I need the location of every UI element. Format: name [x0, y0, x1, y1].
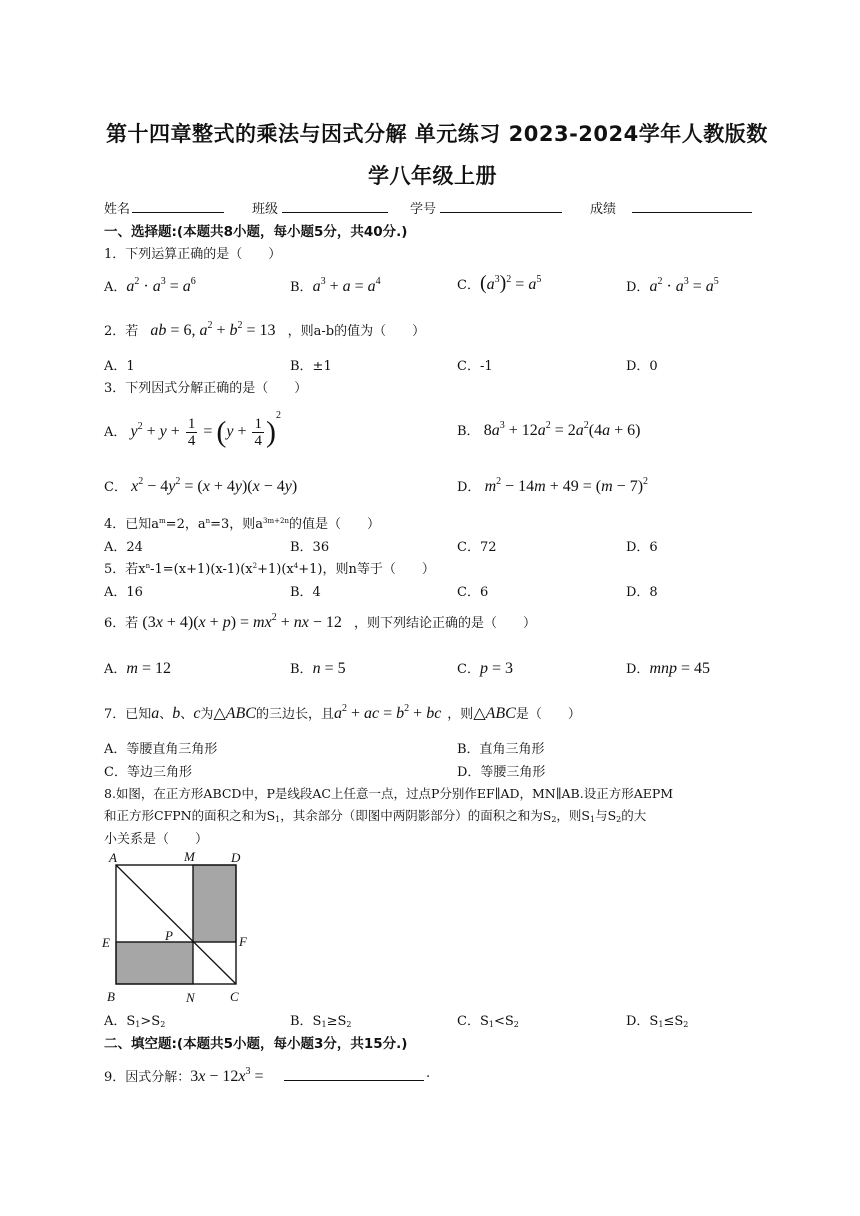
label-b: B [107, 989, 115, 1004]
label-n: N [186, 990, 195, 1005]
q7-option-b[interactable]: B．直角三角形 [457, 742, 545, 757]
q2-option-a[interactable]: A．1 [104, 359, 135, 374]
square-figure [100, 848, 260, 1008]
label-f: F [239, 934, 247, 949]
q1-option-b[interactable]: B．$a^3 + a = a^4$ [290, 276, 381, 295]
q1-option-d[interactable]: D．$a^2 \cdot a^3 = a^5$ [626, 276, 719, 295]
q5-option-b[interactable]: B．4 [290, 585, 321, 600]
q6-option-a[interactable]: A．m = 12 [104, 660, 171, 677]
name-blank[interactable] [132, 212, 224, 213]
q2-option-c[interactable]: C．-1 [457, 359, 493, 374]
label-p: P [165, 928, 173, 943]
page-title: 第十四章整式的乘法与因式分解 单元练习 2023-2024学年人教版数 [106, 122, 768, 146]
id-blank[interactable] [440, 212, 562, 213]
q8-stem-line2: 和正方形CFPN的面积之和为$S_1$，其余部分（即图中两阴影部分）的面积之和为$S_2$，则$S_1$与$S_2$的大 [104, 808, 647, 824]
q1-stem: 1．下列运算正确的是（ ） [104, 247, 282, 262]
q3-option-b[interactable]: B． $8a^3 + 12a^2 = 2a^2(4a + 6)$ [457, 420, 641, 439]
q4-option-a[interactable]: A．24 [104, 540, 143, 555]
label-c: C [230, 989, 239, 1004]
q3-option-d[interactable]: D． $m^2 - 14m + 49 = (m - 7)^2$ [457, 476, 649, 495]
q6-option-d[interactable]: D．mnp = 45 [626, 660, 711, 677]
label-e: E [102, 935, 110, 950]
q9-answer-blank[interactable] [284, 1080, 424, 1081]
q4-option-c[interactable]: C．72 [457, 540, 497, 555]
q4-option-b[interactable]: B．36 [290, 540, 330, 555]
q5-stem: 5．若$x^n-1=(x+1)(x-1)(x^2+1)(x^4+1)$，则n等于（ ） [104, 562, 435, 577]
q8-option-c[interactable]: C．$S_1<S_2$ [457, 1014, 519, 1029]
q2-stem: 2．若 ab = 6, $a^2 + b^2 = 13$ ，则a-b的值为（ ） [104, 320, 426, 339]
q5-option-c[interactable]: C．6 [457, 585, 489, 600]
page-title-line2: 学八年级上册 [368, 164, 497, 188]
q1-option-a[interactable]: A．$a^2 \cdot a^3 = a^6$ [104, 276, 196, 295]
q4-option-d[interactable]: D．6 [626, 540, 658, 555]
score-label: 成绩 [590, 202, 617, 217]
q6-stem: 6．若 $(3x + 4)(x + p) = mx^2$ + nx − 12 ，则下列结论正确的是（ ） [104, 612, 537, 631]
q8-stem-line1: 8.如图，在正方形ABCD中，P是线段AC上任意一点，过点P分别作EF∥AD，MN∥AB.设正方形AEPM [104, 786, 674, 801]
q5-option-a[interactable]: A．16 [104, 585, 143, 600]
name-label: 姓名 [104, 202, 131, 217]
q8-option-d[interactable]: D．$S_1\le S_2$ [626, 1014, 689, 1029]
id-label: 学号 [410, 202, 437, 217]
q7-option-a[interactable]: A．等腰直角三角形 [104, 742, 218, 757]
q9-end: . [426, 1066, 431, 1081]
shaded-region-ebn [116, 942, 193, 984]
q3-option-a[interactable]: A． $y^2 + y$ + $\frac{1}{4}$ = (y + $\frac{1}{4}$ )$^2$ [104, 410, 281, 449]
label-m: M [184, 849, 195, 864]
q3-option-c[interactable]: C． $x^2 - 4y^2 = (x + 4y)(x - 4y)$ [104, 476, 298, 495]
score-blank[interactable] [632, 212, 752, 213]
shaded-region-md [193, 865, 236, 942]
q5-option-d[interactable]: D．8 [626, 585, 658, 600]
q9-stem: 9．因式分解：$3x - 12x^3$ = [104, 1066, 264, 1085]
q8-stem-line3: 小关系是（ ） [104, 832, 209, 847]
q7-option-d[interactable]: D．等腰三角形 [457, 765, 546, 780]
q2-option-d[interactable]: D．0 [626, 359, 658, 374]
q6-option-c[interactable]: C．p = 3 [457, 660, 513, 677]
q1-option-c[interactable]: C．$(a^3)^2 = a^5$ [457, 272, 542, 294]
q4-stem: 4．已知$a^m=2$，$a^n=3$，则$a^{3m+2n}$的值是（ ） [104, 517, 380, 532]
q3-stem: 3．下列因式分解正确的是（ ） [104, 381, 308, 396]
q6-option-b[interactable]: B．n = 5 [290, 660, 346, 677]
q8-option-a[interactable]: A．$S_1>S_2$ [104, 1014, 166, 1029]
label-d: D [231, 850, 241, 865]
section-heading-choice: 一、选择题:(本题共8小题，每小题5分，共40分.) [104, 224, 408, 240]
q7-option-c[interactable]: C．等边三角形 [104, 765, 192, 780]
label-a: A [109, 850, 117, 865]
section-heading-fill: 二、填空题:(本题共5小题，每小题3分，共15分.) [104, 1036, 408, 1052]
class-blank[interactable] [282, 212, 388, 213]
q7-stem: 7．已知a、b、c为△ABC的三边长，且$a^2$ + ac = $b^2$ + bc ，则△ABC是（ ） [104, 703, 581, 722]
q2-option-b[interactable]: B．±1 [290, 359, 332, 374]
class-label: 班级 [252, 202, 279, 217]
q8-option-b[interactable]: B．$S_1\ge S_2$ [290, 1014, 352, 1029]
